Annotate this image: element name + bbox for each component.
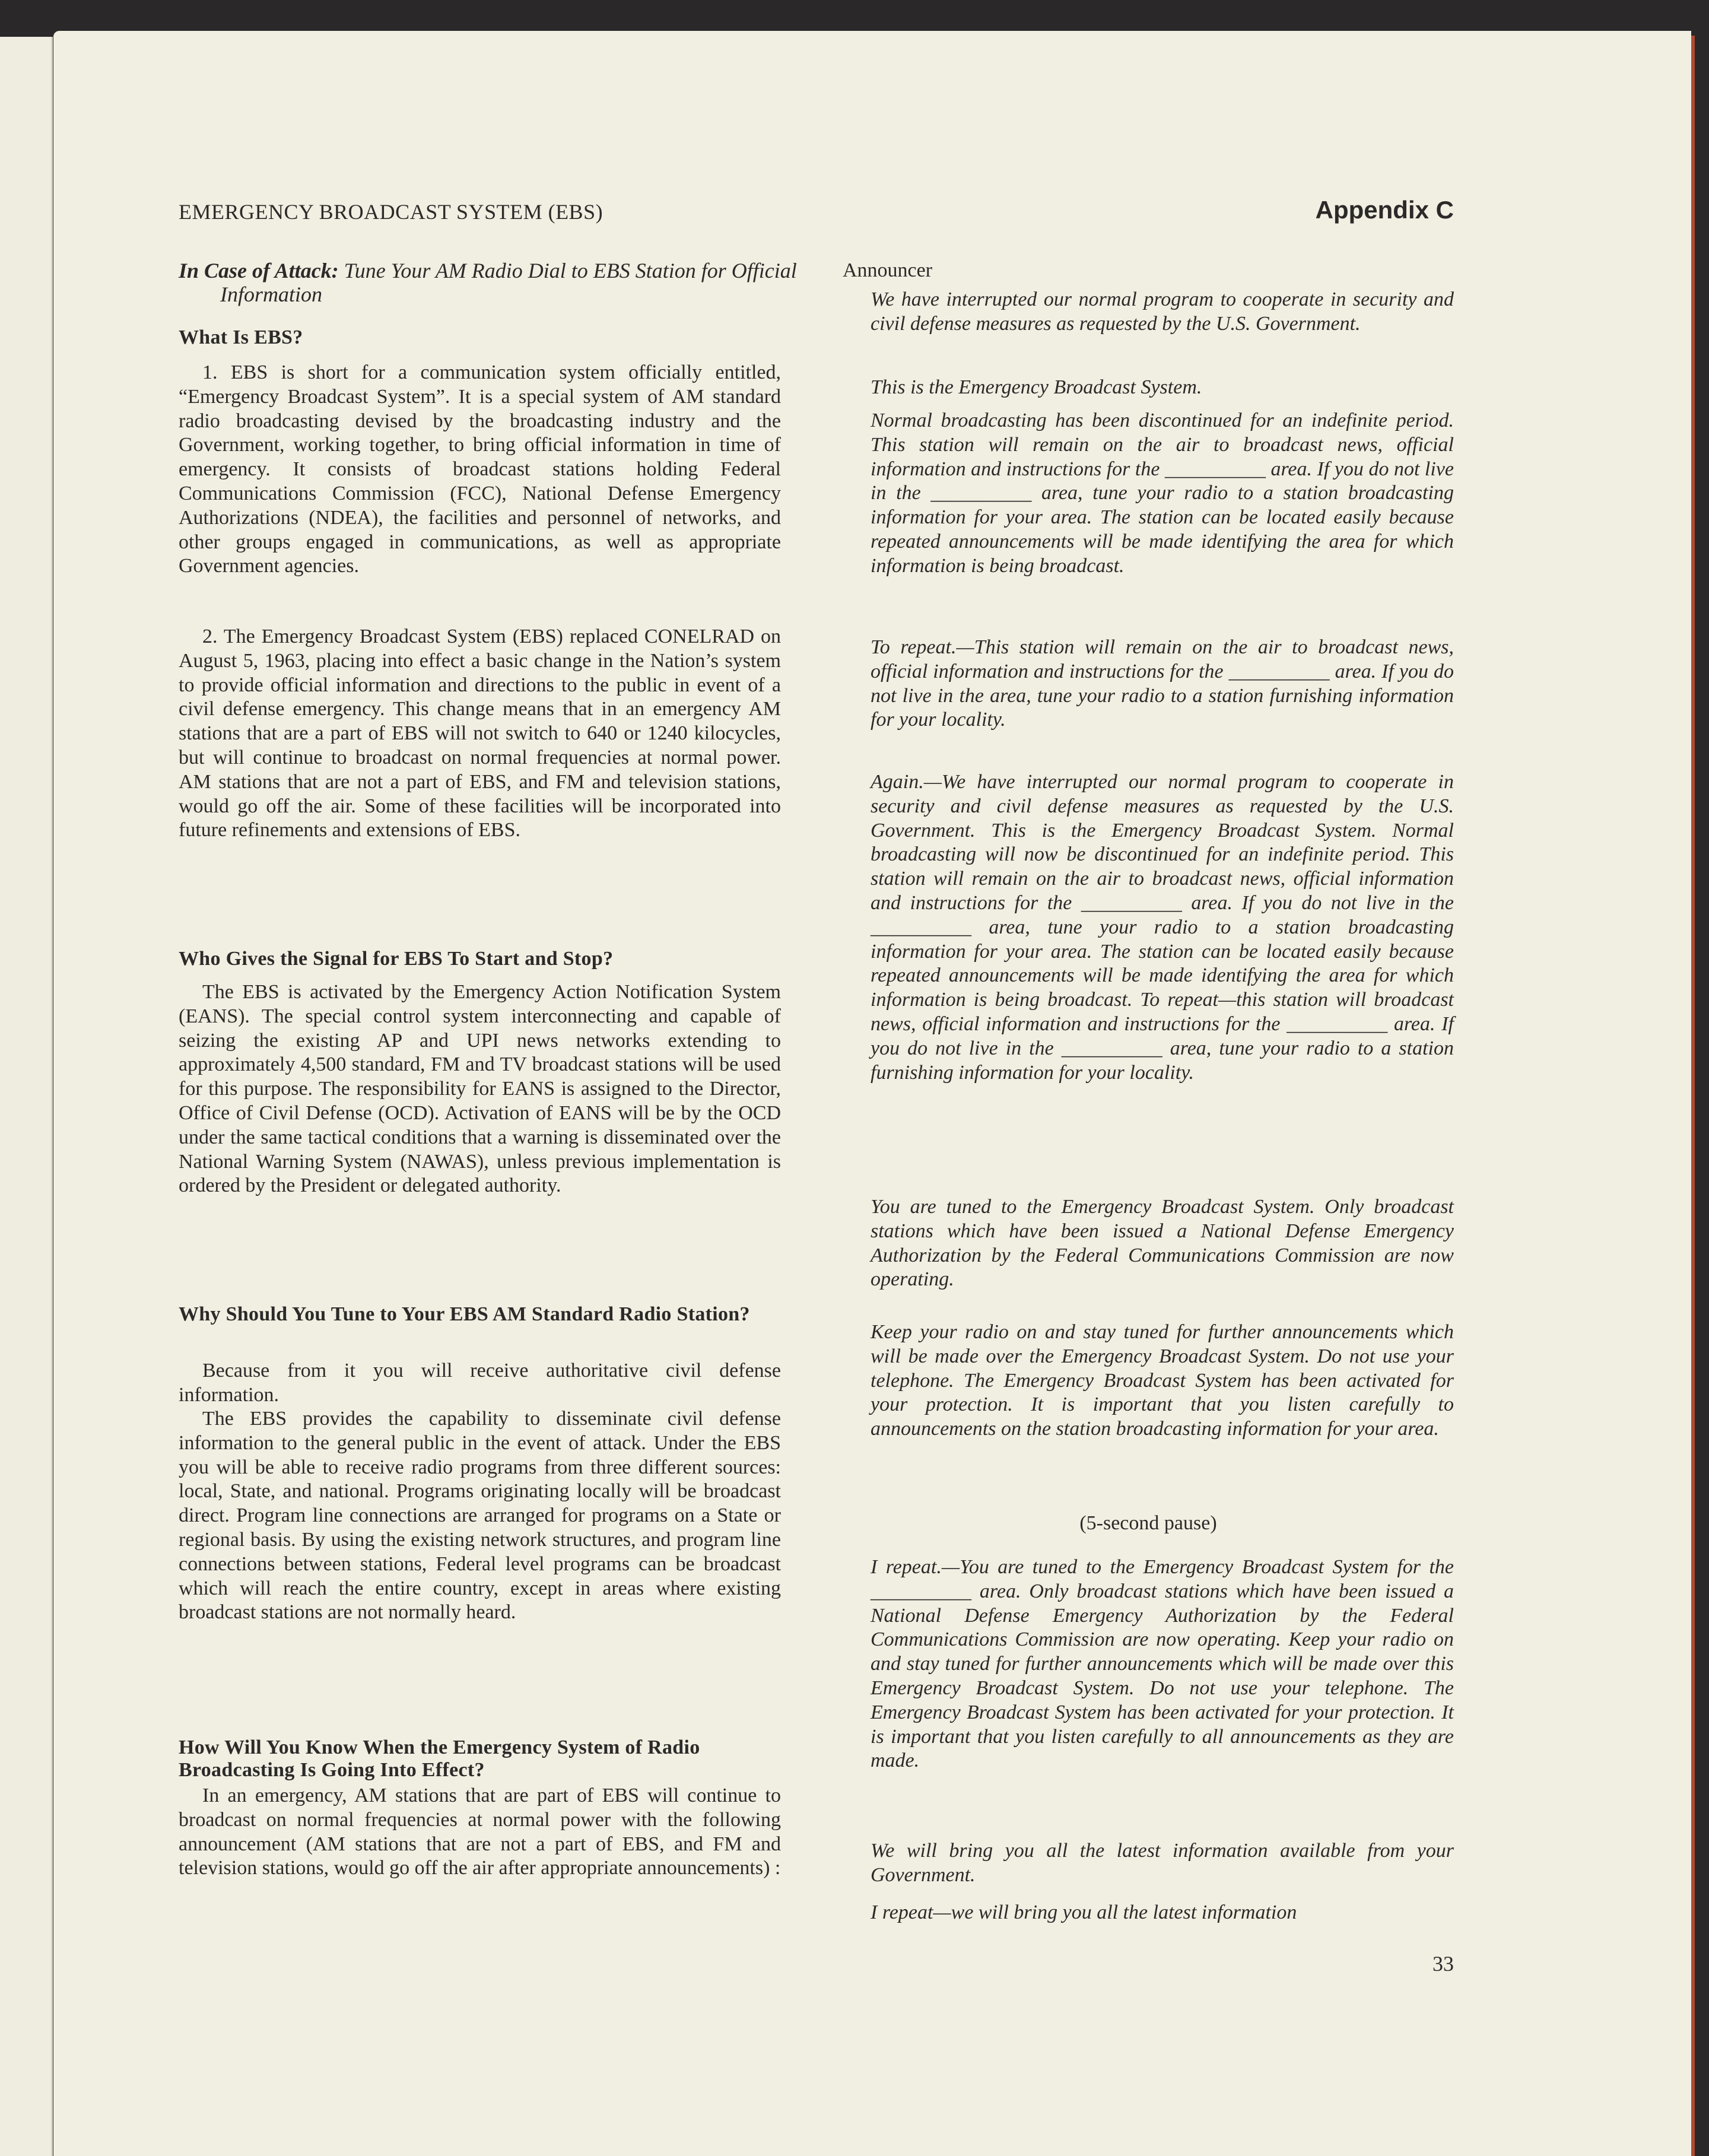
paragraph: 2. The Emergency Broadcast System (EBS) replaced CONELRAD on August 5, 1963, placing into effect a basic change in the Nation’s system to provide official information and directions to the public in event of a civil defense emergency. This change means that in an emergency AM stations that are a part of EBS will not switch to 640 or 1240 kilocycles, but will continue to broadcast on normal frequencies at normal power. AM stations that are not a part of EBS, and FM and television stations, would go off the air. Some of these facilities will be incorporated into future refinements and extensions of EBS. xyxy=(179,625,781,842)
paragraph: In an emergency, AM stations that are part of EBS will continue to broadcast on normal frequencies at normal power with the following announcement (AM stations that are not a part of EBS, and FM and television stations, would go off the air after appropriate announcements) : xyxy=(179,1785,781,1879)
page-number: 33 xyxy=(1432,1952,1454,1976)
section-heading: What Is EBS? xyxy=(179,326,303,348)
paragraph: Because from it you will receive authoritative civil defense information. xyxy=(179,1360,781,1406)
paragraph: The EBS is activated by the Emergency Action Notification System (EANS). The special control system interconnecting and capable of seizing the existing AP and UPI news networks extending to approximately 4,500 standard, FM and TV broadcast stations will be used for this purpose. The responsibility for EANS is assigned to the Director, Office of Civil Defense (OCD). Activation of EANS will be by the OCD under the same tactical conditions that a warning is disseminated over the National Warning System (NAWAS), unless previous implementation is ordered by the President or delegated authority. xyxy=(179,981,781,1197)
appendix-label: Appendix C xyxy=(1315,196,1454,224)
paragraph: 1. EBS is short for a communication system officially entitled, “Emergency Broadcast System”. It is a special system of AM standard radio broadcasting devised by the broadcasting industry and the Government, working together, to bring official information in time of emergency. It consists of broadcast stations holding Federal Communications Commission (FCC), National Defense Emergency Authorizations (NDEA), the facilities and personnel of networks, and other groups engaged in communications, as well as appropriate Government agencies. xyxy=(179,361,781,577)
announcement-paragraph: To repeat.—This station will remain on the air to broadcast news, official information and instructions for the __________ area. If you do not live in the area, tune your radio to a station furnishing information for your locality. xyxy=(871,636,1454,731)
running-title: EMERGENCY BROADCAST SYSTEM (EBS) xyxy=(179,200,603,224)
announcement-paragraph: Again.—We have interrupted our normal program to cooperate in security and civil defense measures as requested by the U.S. Government. This is the Emergency Broadcast System. Normal broadcasting will now be discontinued for an indefinite period. This station will remain on the air to broadcast news, official information and instructions for the __________ area. If you do not live in the __________ area, tune your radio to a station broadcasting information for your area. The station can be located easily because repeated announcements will be made identifying the area for which information is being broadcast. To repeat—this station will broadcast news, official information and instructions for the __________ area. If you do not live in the __________ area, tune your radio to a station furnishing information for your locality. xyxy=(871,771,1454,1084)
announcement-paragraph: This is the Emergency Broadcast System. xyxy=(871,376,1202,398)
announcement-paragraph: Keep your radio on and stay tuned for further announcements which will be made over the Emergency Broadcast System. Do not use your telephone. The Emergency Broadcast System has been activated for your protection. It is important that you listen carefully to announcements on the station broadcasting information for your area. xyxy=(871,1321,1454,1440)
intro-heading-bold: In Case of Attack: xyxy=(179,259,339,282)
announcement-paragraph: I repeat.—You are tuned to the Emergency Broadcast System for the __________ area. Only broadcast stations which have been issued a National Defense Emergency Authorization by the Federal Communications Commission are now operating. Keep your radio on and stay tuned for further announcements which will be made over this Emergency Broadcast System. Do not use your telephone. The Emergency Broadcast System has been activated for your protection. It is important that you listen carefully to all announcements as they are made. xyxy=(871,1556,1454,1772)
announcement-paragraph: I repeat—we will bring you all the latest information xyxy=(871,1901,1297,1923)
paragraph: The EBS provides the capability to disseminate civil defense information to the general public in the event of attack. Under the EBS you will be able to receive radio programs from three different sources: local, State, and national. Programs originating locally will be broadcast direct. Program line connections are arranged for programs on a State or regional basis. By using the existing network structures, and program line connections between stations, Federal level programs can be broadcast which will reach the entire country, except in areas where existing broadcast stations are not normally heard. xyxy=(179,1408,781,1624)
facing-page-edge xyxy=(0,37,53,2156)
announcement-paragraph: You are tuned to the Emergency Broadcast System. Only broadcast stations which have been issued a National Defense Emergency Authorization by the Federal Communications Commission are now operating. xyxy=(871,1196,1454,1291)
announcement-paragraph: Normal broadcasting has been discontinued for an indefinite period. This station will remain on the air to broadcast news, official information and instructions for the __________ area. If you do not live in the __________ area, tune your radio to a station broadcasting information for your area. The station can be located easily because repeated announcements will be made identifying the area for which information is being broadcast. xyxy=(871,409,1454,577)
speaker-label: Announcer xyxy=(843,259,933,281)
section-heading: Who Gives the Signal for EBS To Start and Stop? xyxy=(179,948,614,970)
page-red-edge xyxy=(1691,36,1695,2156)
intro-heading-rest: Tune Your AM Radio Dial to EBS Station for Official Information xyxy=(220,259,797,306)
section-heading: Why Should You Tune to Your EBS AM Standard Radio Station? xyxy=(179,1303,750,1325)
intro-heading xyxy=(179,259,822,306)
section-heading: How Will You Know When the Emergency System of Radio Broadcasting Is Going Into Effect? xyxy=(179,1736,700,1781)
pause-note: (5-second pause) xyxy=(1079,1512,1217,1534)
announcement-paragraph: We will bring you all the latest information available from your Government. xyxy=(871,1840,1454,1886)
announcement-paragraph: We have interrupted our normal program to cooperate in security and civil defense measures as requested by the U.S. Government. xyxy=(871,288,1454,335)
